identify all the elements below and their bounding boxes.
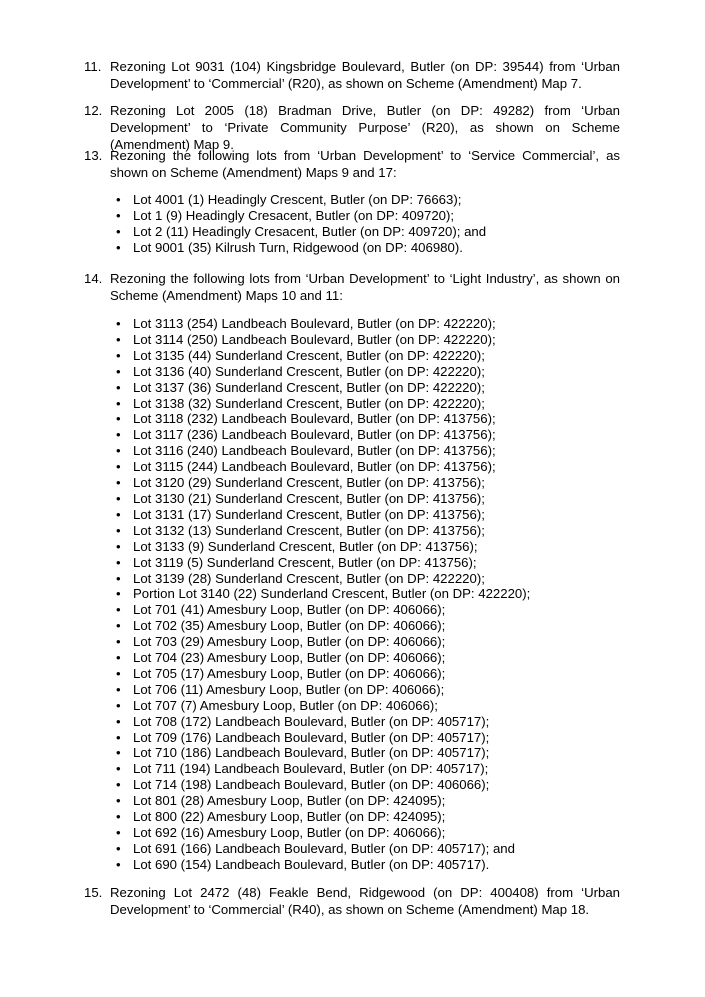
bullet-item [116, 364, 586, 380]
bullet-icon: • [116, 634, 121, 650]
bullet-icon: • [116, 506, 121, 522]
bullet-text: Lot 3139 (28) Sunderland Crescent, Butler (on DP: 422220); [133, 570, 485, 586]
bullet-icon: • [116, 522, 121, 538]
bullet-item [116, 714, 586, 730]
bullet-item [116, 571, 586, 587]
bullet-icon: • [116, 602, 121, 618]
item-number: 14. [84, 271, 103, 286]
bullet-text: Lot 2 (11) Headingly Cresacent, Butler (on DP: 409720); and [133, 223, 487, 239]
bullet-text: Lot 711 (194) Landbeach Boulevard, Butler (on DP: 405717); [133, 761, 489, 777]
bullet-icon: • [116, 554, 121, 570]
bullet-text: Lot 3132 (13) Sunderland Crescent, Butler (on DP: 413756); [133, 522, 485, 538]
bullet-icon: • [116, 395, 121, 411]
bullet-icon: • [116, 809, 121, 825]
item-text: Rezoning Lot 2472 (48) Feakle Bend, Ridgewood (on DP: 400408) from ‘Urban Development’ to ‘Commercial’ (R40), as shown on Scheme (Amendment) Map 18. [110, 885, 620, 917]
bullet-icon: • [116, 777, 121, 793]
bullet-text: Lot 1 (9) Headingly Cresacent, Butler (on DP: 409720); [133, 207, 455, 223]
bullet-item [116, 443, 586, 459]
bullet-icon: • [116, 239, 121, 255]
bullet-icon: • [116, 443, 121, 459]
item-text: Rezoning Lot 2005 (18) Bradman Drive, Butler (on DP: 49282) from ‘Urban Development’ to ‘Private Community Purpose’ (R20), as shown on Scheme (Amendment) Map 9. [110, 103, 620, 152]
bullet-item [116, 208, 586, 224]
bullet-text: Lot 3116 (240) Landbeach Boulevard, Butler (on DP: 413756); [133, 443, 496, 459]
bullet-icon: • [116, 793, 121, 809]
bullet-text: Lot 705 (17) Amesbury Loop, Butler (on DP: 406066); [133, 665, 446, 681]
bullet-icon: • [116, 650, 121, 666]
bullet-item [116, 745, 586, 761]
bullet-text: Lot 9001 (35) Kilrush Turn, Ridgewood (on DP: 406980). [133, 239, 463, 255]
bullet-text: Lot 692 (16) Amesbury Loop, Butler (on DP: 406066); [133, 825, 446, 840]
bullet-icon: • [116, 490, 121, 506]
bullet-icon: • [116, 379, 121, 395]
bullet-item [116, 634, 586, 650]
bullet-icon: • [116, 745, 121, 761]
item-number: 13. [84, 148, 103, 163]
bullet-item [116, 411, 586, 427]
bullet-icon: • [116, 475, 121, 491]
bullet-item [116, 698, 586, 714]
bullet-item [116, 459, 586, 475]
bullet-icon: • [116, 681, 121, 697]
item-text: Rezoning the following lots from ‘Urban Development’ to ‘Service Commercial’, as shown on Scheme (Amendment) Maps 9 and 17: [110, 148, 620, 180]
bullet-item [116, 730, 586, 746]
bullet-item [116, 240, 586, 256]
bullet-item [116, 682, 586, 698]
item-number: 15. [84, 885, 103, 900]
bullet-item [116, 192, 586, 208]
bullet-icon: • [116, 840, 121, 856]
list-item-11 [84, 58, 620, 92]
bullet-item [116, 427, 586, 443]
bullet-text: Lot 3120 (29) Sunderland Crescent, Butler (on DP: 413756); [133, 475, 485, 491]
bullet-text: Lot 3117 (236) Landbeach Boulevard, Butler (on DP: 413756); [133, 427, 496, 443]
bullet-icon: • [116, 618, 121, 634]
list-item-12 [84, 102, 620, 153]
bullet-icon: • [116, 363, 121, 379]
bullet-icon: • [116, 459, 121, 475]
bullet-item [116, 491, 586, 507]
bullet-icon: • [116, 427, 121, 443]
bullet-item [116, 523, 586, 539]
bullet-text: Lot 3114 (250) Landbeach Boulevard, Butler (on DP: 422220); [133, 331, 496, 347]
bullet-text: Lot 714 (198) Landbeach Boulevard, Butler (on DP: 406066); [133, 777, 490, 793]
bullet-text: Lot 4001 (1) Headingly Crescent, Butler (on DP: 76663); [133, 192, 462, 207]
bullet-item [116, 224, 586, 240]
bullet-text: Lot 3136 (40) Sunderland Crescent, Butler (on DP: 422220); [133, 363, 485, 379]
bullet-icon: • [116, 825, 121, 840]
bullet-text: Lot 3135 (44) Sunderland Crescent, Butler (on DP: 422220); [133, 347, 485, 363]
list-item-13 [84, 147, 620, 181]
bullet-icon: • [116, 665, 121, 681]
bullet-item [116, 586, 586, 602]
list-item-15 [84, 884, 620, 918]
bullet-text: Lot 707 (7) Amesbury Loop, Butler (on DP: 406066); [133, 697, 438, 713]
bullet-item [116, 316, 586, 332]
bullet-text: Lot 3115 (244) Landbeach Boulevard, Butler (on DP: 413756); [133, 459, 496, 475]
bullet-icon: • [116, 331, 121, 347]
bullet-item [116, 396, 586, 412]
bullet-text: Lot 709 (176) Landbeach Boulevard, Butler (on DP: 405717); [133, 729, 490, 745]
bullet-item [116, 555, 586, 571]
bullet-text: Lot 3118 (232) Landbeach Boulevard, Butler (on DP: 413756); [133, 411, 496, 427]
item-number: 12. [84, 103, 103, 118]
item-number: 11. [84, 59, 102, 74]
bullet-item [116, 650, 586, 666]
bullet-item [116, 761, 586, 777]
bullet-icon: • [116, 538, 121, 554]
bullet-item [116, 825, 586, 841]
bullet-text: Lot 710 (186) Landbeach Boulevard, Butler (on DP: 405717); [133, 745, 490, 761]
bullet-text: Lot 690 (154) Landbeach Boulevard, Butler (on DP: 405717). [133, 856, 490, 872]
bullet-text: Lot 691 (166) Landbeach Boulevard, Butler (on DP: 405717); and [133, 840, 515, 856]
bullet-item [116, 475, 586, 491]
bullet-icon: • [116, 729, 121, 745]
bullet-icon: • [116, 570, 121, 586]
list-item-14 [84, 270, 620, 304]
bullet-icon: • [116, 586, 121, 602]
bullet-icon: • [116, 347, 121, 363]
bullet-text: Lot 3131 (17) Sunderland Crescent, Butler (on DP: 413756); [133, 506, 485, 522]
bullet-text: Lot 800 (22) Amesbury Loop, Butler (on DP: 424095); [133, 809, 446, 825]
bullet-text: Lot 701 (41) Amesbury Loop, Butler (on DP: 406066); [133, 602, 446, 618]
item-text: Rezoning the following lots from ‘Urban Development’ to ‘Light Industry’, as shown on Scheme (Amendment) Maps 10 and 11: [110, 271, 620, 303]
bullet-item [116, 777, 586, 793]
bullet-item [116, 348, 586, 364]
item-text: Rezoning Lot 9031 (104) Kingsbridge Boulevard, Butler (on DP: 39544) from ‘Urban Development’ to ‘Commercial’ (R20), as shown on Scheme (Amendment) Map 7. [110, 59, 620, 91]
bullet-text: Lot 801 (28) Amesbury Loop, Butler (on DP: 424095); [133, 793, 446, 809]
bullet-text: Lot 3137 (36) Sunderland Crescent, Butler (on DP: 422220); [133, 379, 485, 395]
bullet-icon: • [116, 316, 121, 331]
bullet-text: Lot 3138 (32) Sunderland Crescent, Butler (on DP: 422220); [133, 395, 485, 411]
bullet-icon: • [116, 411, 121, 427]
bullet-item [116, 539, 586, 555]
bullet-icon: • [116, 697, 121, 713]
bullet-item [116, 332, 586, 348]
bullet-item [116, 809, 586, 825]
bullet-text: Lot 3130 (21) Sunderland Crescent, Butler (on DP: 413756); [133, 490, 485, 506]
bullet-text: Lot 703 (29) Amesbury Loop, Butler (on DP: 406066); [133, 634, 446, 650]
bullet-text: Lot 708 (172) Landbeach Boulevard, Butler (on DP: 405717); [133, 713, 490, 729]
bullet-icon: • [116, 192, 121, 207]
bullet-item [116, 380, 586, 396]
bullet-icon: • [116, 856, 121, 872]
bullet-text: Lot 702 (35) Amesbury Loop, Butler (on DP: 406066); [133, 618, 446, 634]
bullet-item [116, 618, 586, 634]
bullet-icon: • [116, 713, 121, 729]
bullet-item [116, 507, 586, 523]
bullet-item [116, 793, 586, 809]
bullet-text: Lot 706 (11) Amesbury Loop, Butler (on DP: 406066); [133, 681, 445, 697]
bullet-item [116, 841, 586, 857]
bullet-text: Lot 3119 (5) Sunderland Crescent, Butler (on DP: 413756); [133, 554, 477, 570]
bullet-list-14 [116, 316, 586, 873]
bullet-text: Lot 3113 (254) Landbeach Boulevard, Butler (on DP: 422220); [133, 316, 496, 331]
bullet-icon: • [116, 223, 121, 239]
bullet-item [116, 857, 586, 873]
bullet-item [116, 602, 586, 618]
bullet-list-13 [116, 192, 586, 256]
bullet-icon: • [116, 207, 121, 223]
bullet-icon: • [116, 761, 121, 777]
bullet-item [116, 666, 586, 682]
bullet-text: Lot 704 (23) Amesbury Loop, Butler (on DP: 406066); [133, 650, 446, 666]
bullet-text: Lot 3133 (9) Sunderland Crescent, Butler (on DP: 413756); [133, 538, 478, 554]
bullet-text: Portion Lot 3140 (22) Sunderland Crescent, Butler (on DP: 422220); [133, 586, 531, 602]
